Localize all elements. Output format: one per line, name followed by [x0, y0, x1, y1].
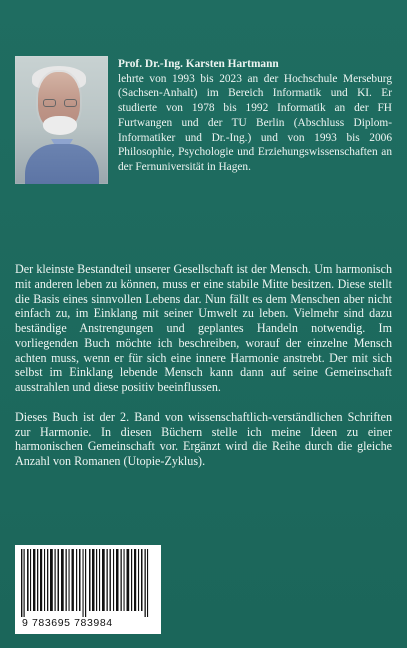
- author-name: Prof. Dr.-Ing. Karsten Hartmann: [118, 58, 279, 70]
- author-photo: [15, 56, 108, 184]
- isbn-digits: 9 783695 783984: [22, 617, 113, 629]
- description-paragraph-1: Der kleinste Bestandteil unserer Gesellschaft ist der Mensch. Um harmonisch mit anderen leben zu können, muss er eine stabile Mitte besitzen. Diese stellt die Basis eines sinnvollen Lebens dar. Nun fällt es dem Menschen aber nicht einfach zu, im Einklang mit seiner Umwelt zu leben. Vielmehr sind dazu beständige Anstrengungen und geplantes Handeln notwendig. Im vorliegenden Buch möchte ich beschreiben, worauf der einzelne Mensch achten muss, wenn er für sich eine innere Harmonie anstrebt. Der mit sich selbst im Einklang lebende Mensch kann dann auf seine Gemeinschaft ausstrahlen und diese positiv beeinflussen.: [15, 262, 392, 394]
- author-biography-text: lehrte von 1993 bis 2023 an der Hochschule Merseburg (Sachsen-Anhalt) im Bereich Informatik und KI. Er studierte von 1978 bis 1992 Informatik an der FH Furtwangen und der TU Berlin (Abschluss Diplom-Informatiker und Dr.-Ing.) und von 1993 bis 2006 Philosophie, Psychologie und Erziehungswissenschaften an der Fernuniversität in Hagen.: [118, 72, 392, 173]
- barcode-icon: [19, 549, 157, 617]
- photo-glasses: [43, 99, 77, 109]
- book-description: [15, 262, 392, 484]
- photo-beard: [43, 116, 77, 135]
- author-bio: [118, 57, 392, 175]
- barcode-box: [15, 545, 161, 634]
- description-paragraph-2: Dieses Buch ist der 2. Band von wissenschaftlich-verständlichen Schriften zur Harmonie. In diesen Büchern stelle ich meine Ideen zu einer harmonischen Gemeinschaft vor. Ergänzt wird die Reihe durch die gleiche Anzahl von Romanen (Utopie-Zyklus).: [15, 409, 392, 468]
- photo-shirt: [25, 144, 99, 184]
